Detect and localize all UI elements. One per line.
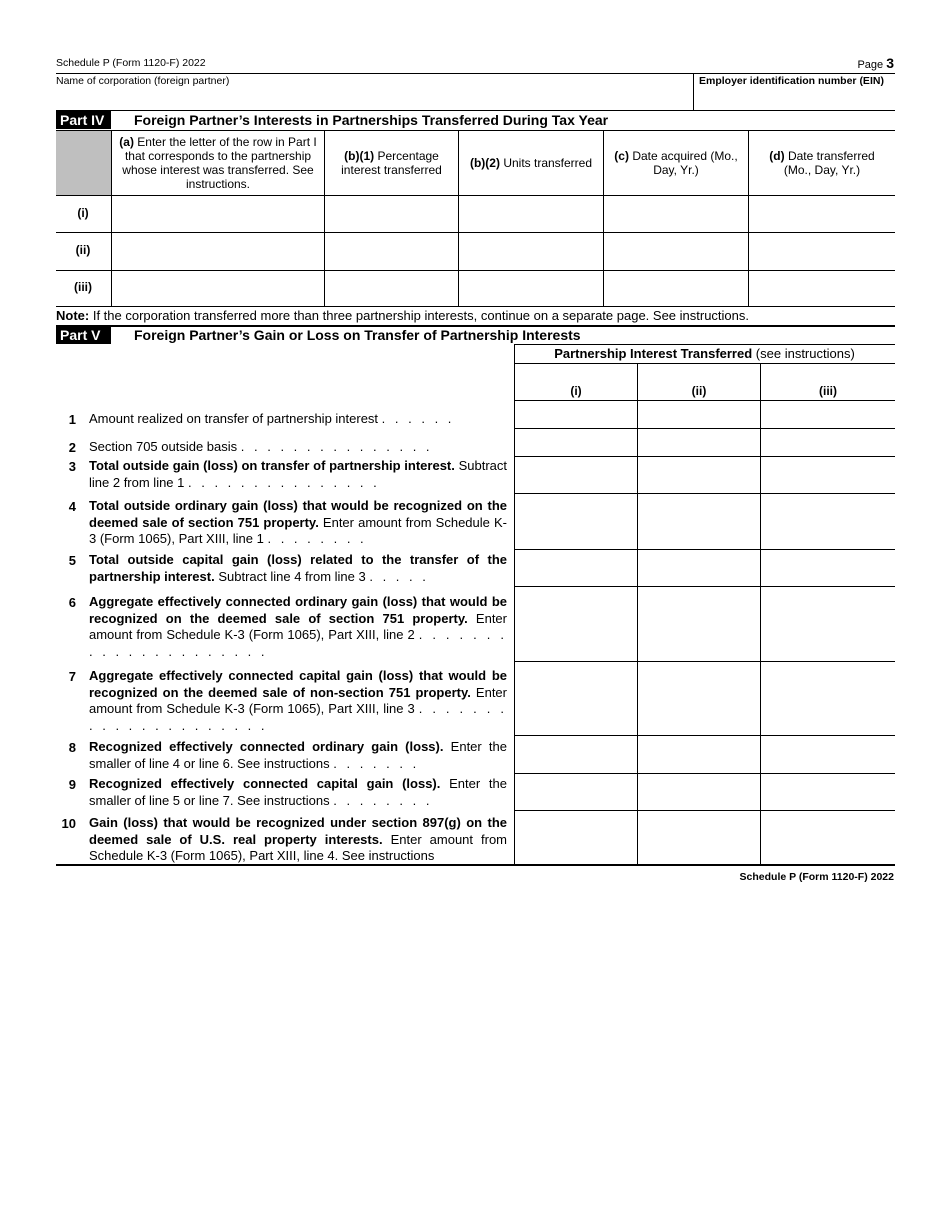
line-number: 7	[68, 669, 76, 684]
line-7-text: Aggregate effectively connected capital gain (loss) that would be recognized on the deemed sale of non-section 751 property. Enter amount from Schedule K-3 (Form 1065), Part XIII, line 3 . . . . . . . . . . . . . . . . . . . . .	[89, 668, 507, 733]
col-a-header: (a) Enter the letter of the row in Part I that corresponds to the partnership whose interest was transferred. See instructions.	[119, 135, 317, 191]
part-iv-label: Part IV	[56, 111, 111, 129]
part-iv-row-i-col-b1[interactable]	[325, 196, 458, 232]
page-number	[857, 55, 894, 71]
line-1-col-iii[interactable]	[761, 401, 895, 428]
part-iv-row-ii-col-b1[interactable]	[325, 233, 458, 270]
line-5-col-ii[interactable]	[638, 550, 760, 586]
ein-label: Employer identification number (EIN)	[699, 75, 884, 87]
line-number: 9	[68, 777, 76, 792]
line-3-col-iii[interactable]	[761, 457, 895, 493]
line-1-col-i[interactable]	[515, 401, 637, 428]
line-7-col-iii[interactable]	[761, 662, 895, 735]
line-5-col-i[interactable]	[515, 550, 637, 586]
line-9-col-ii[interactable]	[638, 774, 760, 810]
part-iv-row-ii-col-c[interactable]	[604, 233, 748, 270]
line-10-col-ii[interactable]	[638, 811, 760, 864]
line-3-col-ii[interactable]	[638, 457, 760, 493]
line-7-col-ii[interactable]	[638, 662, 760, 735]
line-5-text: Total outside capital gain (loss) related to the transfer of the partnership interest. Subtract line 4 from line 3 . . . . .	[89, 552, 507, 584]
part-iv-row-i-col-d[interactable]	[749, 196, 895, 232]
part-iv-row-ii-col-d[interactable]	[749, 233, 895, 270]
line-9-text: Recognized effectively connected capital gain (loss). Enter the smaller of line 5 or line 7. See instructions . . . . . . . .	[89, 776, 507, 808]
form-id-footer: Schedule P (Form 1120-F) 2022	[739, 871, 894, 883]
part-iv-row-label: (iii)	[74, 280, 92, 294]
part-iv-row-i-col-a[interactable]	[112, 196, 324, 232]
part-iv-row-i-col-c[interactable]	[604, 196, 748, 232]
part-v-label: Part V	[56, 326, 111, 344]
ein-field[interactable]	[699, 88, 895, 110]
line-1-text: Amount realized on transfer of partnership interest . . . . . .	[89, 411, 455, 426]
part-v-col-header: (ii)	[691, 384, 707, 398]
line-10-text: Gain (loss) that would be recognized under section 897(g) on the deemed sale of U.S. real property interests. Enter amount from Schedule K-3 (Form 1065), Part XIII, line 4. See instructions	[89, 815, 508, 863]
line-number: 3	[68, 459, 76, 474]
col-c-header: (c) Date acquired (Mo., Day, Yr.)	[614, 149, 738, 177]
part-iv-row-label: (i)	[77, 206, 89, 220]
line-6-col-iii[interactable]	[761, 587, 895, 661]
part-iv-row-iii-col-c[interactable]	[604, 271, 748, 306]
part-v-title: Foreign Partner’s Gain or Loss on Transfer of Partnership Interests	[134, 327, 581, 343]
line-number: 4	[68, 499, 76, 514]
corporation-name-label: Name of corporation (foreign partner)	[56, 75, 230, 87]
part-iv-row-i-col-b2[interactable]	[459, 196, 603, 232]
line-5-col-iii[interactable]	[761, 550, 895, 586]
page-label: Page	[857, 59, 884, 71]
line-2-col-ii[interactable]	[638, 429, 760, 456]
part-iv-row-label: (ii)	[75, 243, 91, 257]
line-8-col-iii[interactable]	[761, 736, 895, 773]
part-iv-row-iii-col-b1[interactable]	[325, 271, 458, 306]
line-10-col-i[interactable]	[515, 811, 637, 864]
page-number-value: 3	[886, 55, 894, 71]
part-v-col-header: (iii)	[819, 384, 837, 398]
part-iv-corner-shading	[56, 131, 111, 195]
partnership-interest-transferred-header: Partnership Interest Transferred (see instructions)	[554, 346, 855, 361]
part-iv-row-ii-col-a[interactable]	[112, 233, 324, 270]
line-4-col-i[interactable]	[515, 494, 637, 549]
line-6-col-i[interactable]	[515, 587, 637, 661]
part-iv-row-iii-col-b2[interactable]	[459, 271, 603, 306]
part-iv-title: Foreign Partner’s Interests in Partnerships Transferred During Tax Year	[134, 112, 609, 128]
part-v-col-header: (i)	[570, 384, 582, 398]
line-9-col-i[interactable]	[515, 774, 637, 810]
corporation-name-field[interactable]	[56, 88, 692, 110]
part-iv-row-iii-col-d[interactable]	[749, 271, 895, 306]
line-6-text: Aggregate effectively connected ordinary gain (loss) that would be recognized on the deemed sale of section 751 property. Enter amount from Schedule K-3 (Form 1065), Part XIII, line 2 . . . . . . . . . . . . . . . . . . . . .	[89, 594, 507, 659]
line-number: 1	[68, 412, 76, 427]
line-4-col-ii[interactable]	[638, 494, 760, 549]
line-7-col-i[interactable]	[515, 662, 637, 735]
line-4-text: Total outside ordinary gain (loss) that would be recognized on the deemed sale of section 751 property. Enter amount from Schedule K-3 (Form 1065), Part XIII, line 1 . . . . . . . .	[89, 498, 507, 546]
line-9-col-iii[interactable]	[761, 774, 895, 810]
part-iv-row-iii-col-a[interactable]	[112, 271, 324, 306]
line-2-col-i[interactable]	[515, 429, 637, 456]
line-number: 6	[68, 595, 76, 610]
line-1-col-ii[interactable]	[638, 401, 760, 428]
line-8-col-i[interactable]	[515, 736, 637, 773]
line-2-col-iii[interactable]	[761, 429, 895, 456]
col-b2-header: (b)(2) Units transferred	[469, 156, 593, 170]
line-8-col-ii[interactable]	[638, 736, 760, 773]
line-3-text: Total outside gain (loss) on transfer of partnership interest. Subtract line 2 from line 1 . . . . . . . . . . . . . . .	[89, 458, 507, 490]
line-number: 5	[68, 553, 76, 568]
line-number: 10	[61, 816, 76, 831]
col-b1-header: (b)(1) Percentage interest transferred	[341, 149, 442, 177]
line-10-col-iii[interactable]	[761, 811, 895, 864]
line-number: 8	[68, 740, 76, 755]
line-6-col-ii[interactable]	[638, 587, 760, 661]
form-id-header: Schedule P (Form 1120-F) 2022	[56, 57, 206, 69]
line-4-col-iii[interactable]	[761, 494, 895, 549]
line-8-text: Recognized effectively connected ordinary gain (loss). Enter the smaller of line 4 or line 6. See instructions . . . . . . .	[89, 739, 507, 771]
line-2-text: Section 705 outside basis . . . . . . . . . . . . . . .	[89, 439, 433, 454]
line-number: 2	[68, 440, 76, 455]
col-d-header: (d) Date transferred (Mo., Day, Yr.)	[769, 149, 875, 177]
part-iv-note: Note: If the corporation transferred more than three partnership interests, continue on a separate page. See instructions.	[56, 308, 750, 323]
line-3-col-i[interactable]	[515, 457, 637, 493]
part-iv-row-ii-col-b2[interactable]	[459, 233, 603, 270]
